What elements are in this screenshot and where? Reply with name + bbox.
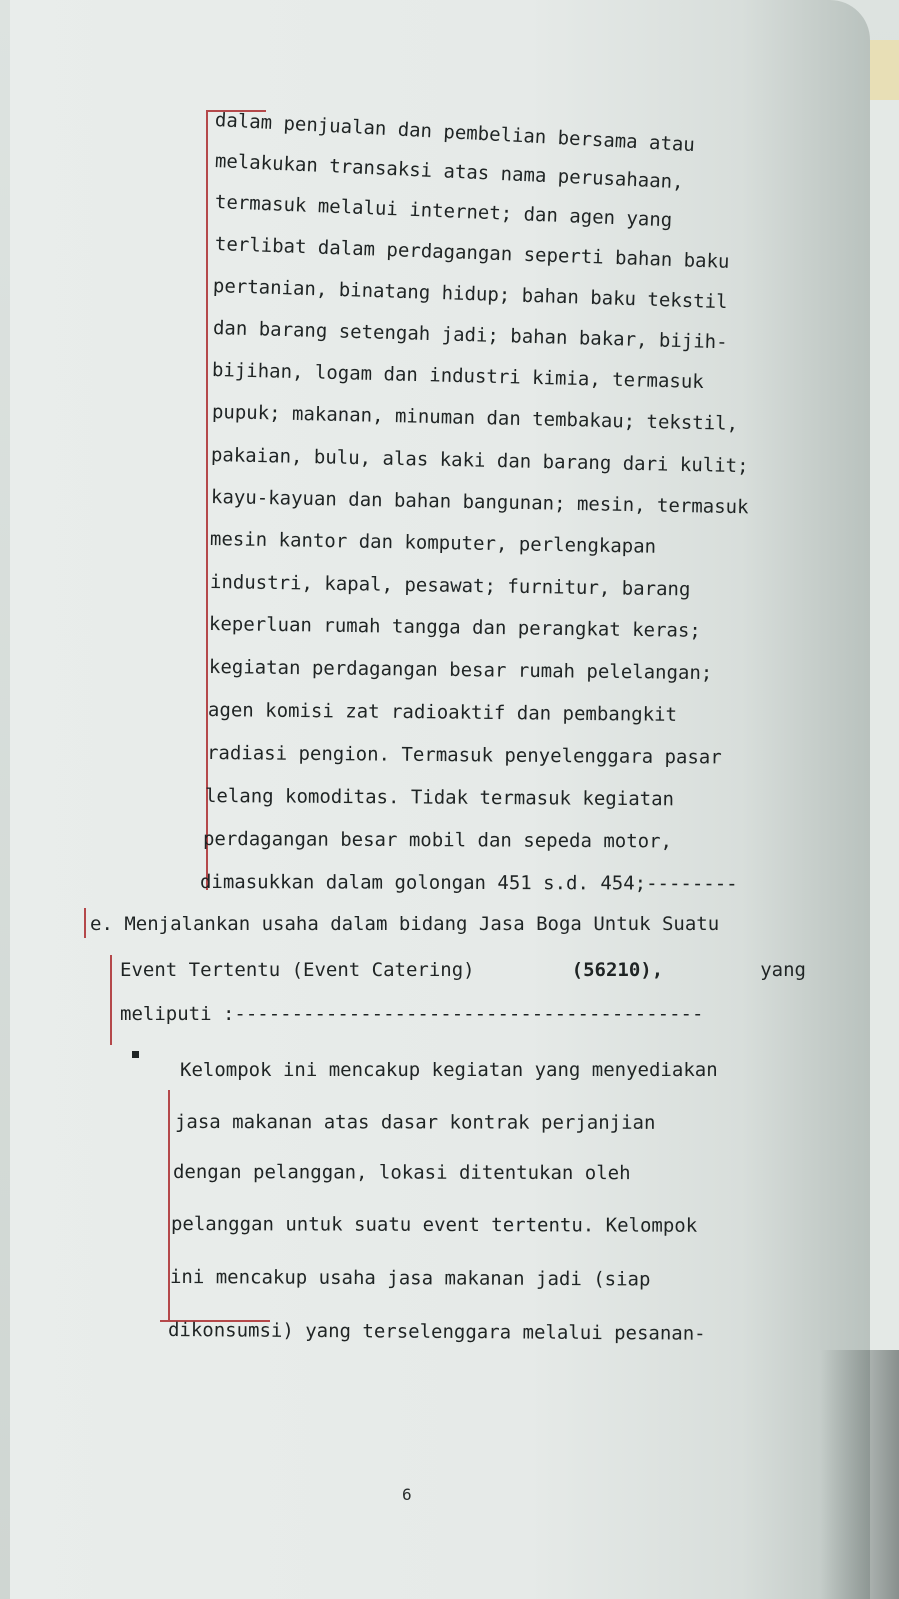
text-line: lelang komoditas. Tidak termasuk kegiatan <box>204 785 675 811</box>
item-e-event: Event Tertentu (Event Catering) <box>120 959 475 981</box>
bullet-text-line: jasa makanan atas dasar kontrak perjanjian <box>174 1111 656 1134</box>
text-line: terlibat dalam perdagangan seperti bahan baku <box>214 233 730 273</box>
item-e-line2 <box>120 958 806 982</box>
item-e-title: e. Menjalankan usaha dalam bidang Jasa Boga Untuk Suatu <box>90 913 720 935</box>
text-line: kayu-kayuan dan bahan bangunan; mesin, termasuk <box>210 486 749 519</box>
bullet-text-line: ini mencakup usaha jasa makanan jadi (siap <box>169 1266 651 1291</box>
bullet-text-line: Kelompok ini mencakup kegiatan yang menyediakan <box>180 1059 718 1081</box>
bullet-text-line: dikonsumsi) yang terselenggara melalui pesanan- <box>167 1319 706 1345</box>
text-line: kegiatan perdagangan besar rumah pelelangan; <box>208 656 713 685</box>
text-line: termasuk melalui internet; dan agen yang <box>214 191 673 232</box>
text-line: agen komisi zat radioaktif dan pembangkit <box>207 699 678 726</box>
item-e-code: (56210), <box>571 959 664 981</box>
document-page <box>10 0 870 1599</box>
text-line: dimasukkan dalam golongan 451 s.d. 454;-------- <box>199 871 738 895</box>
page-number: 6 <box>402 1485 412 1504</box>
text-line: mesin kantor dan komputer, perlengkapan <box>209 528 657 558</box>
text-line: bijihan, logam dan industri kimia, termasuk <box>211 359 705 394</box>
text-line: keperluan rumah tangga dan perangkat keras; <box>208 613 701 642</box>
text-line: dan barang setengah jadi; bahan bakar, bijih- <box>212 317 728 354</box>
bullet-text-line: pelanggan untuk suatu event tertentu. Kelompok <box>170 1213 698 1237</box>
red-margin-line <box>206 110 208 890</box>
text-line: radiasi pengion. Termasuk penyelenggara pasar <box>206 742 722 769</box>
bullet-icon <box>132 1051 139 1058</box>
shadow-corner <box>820 1350 899 1599</box>
text-line: melakukan transaksi atas nama perusahaan, <box>214 150 685 194</box>
item-e-yang: yang <box>760 959 806 981</box>
text-line: dalam penjualan dan pembelian bersama atau <box>214 109 696 157</box>
text-line: pupuk; makanan, minuman dan tembakau; tekstil, <box>211 401 739 435</box>
red-margin-line <box>84 908 86 938</box>
bullet-text-line: dengan pelanggan, lokasi ditentukan oleh <box>172 1161 631 1185</box>
text-line: perdagangan besar mobil dan sepeda motor, <box>202 828 673 853</box>
text-line: industri, kapal, pesawat; furnitur, barang <box>209 571 691 601</box>
item-e-line3: meliputi :----------------------------------------- <box>120 1003 704 1025</box>
red-margin-line <box>110 955 112 1045</box>
text-line: pakaian, bulu, alas kaki dan barang dari kulit; <box>210 444 749 478</box>
text-line: pertanian, binatang hidup; bahan baku tekstil <box>212 275 728 314</box>
